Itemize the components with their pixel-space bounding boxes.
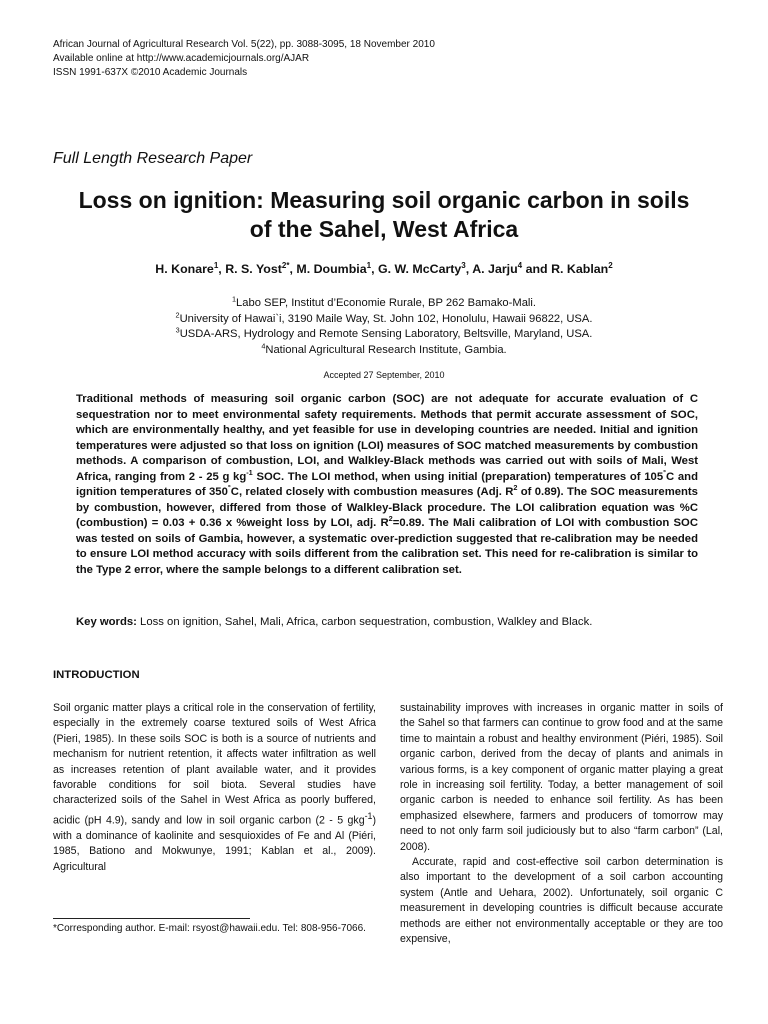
author-list: H. Konare$^1$, R. S. Yost$^{2*}$, M. Doumbia$^1$, G. W. McCarty$^3$, A. Jarju$^4$ and R. Kablan$^2$ (155, 260, 613, 276)
section-heading: INTRODUCTION (53, 669, 140, 681)
affiliation-text: National Agricultural Research Institute, Gambia. (265, 343, 507, 356)
affiliation-sup: 4 (261, 340, 266, 350)
title-line-1: Loss on ignition: Measuring soil organic carbon in soils (78, 187, 690, 213)
title-line-2: of the Sahel, West Africa (249, 216, 519, 242)
abstract-text: SOC. The LOI method, when using initial (preparation) temperatures of 105 (252, 470, 664, 483)
affiliation-text: University of Hawai`i, 3190 Maile Way, St. John 102, Honolulu, Hawaii 96822, USA. (179, 312, 593, 325)
author-name: M. Doumbia (296, 262, 367, 276)
affiliation (30, 296, 738, 312)
abstract-sup: 2 (513, 483, 518, 493)
paragraph-sup: -1 (364, 810, 373, 821)
paragraph-text: ) with a dominance of kaolinite and sesquioxides of Fe and Al (Piéri, 1985, Bationo and Mokwunye, 1991; Kablan et al., 2009). Agricultural (53, 814, 376, 873)
paper-title (30, 186, 738, 244)
author-name: H. Konare (155, 262, 214, 276)
author-sup: 1 (213, 260, 219, 270)
author-name: G. W. McCarty (377, 262, 462, 276)
abstract-text: of 0.89). The SOC measurements by combustion, however, differed from those of Walkley-Black procedure. The LOI calibration equation was %C (combustion) = 0.03 + 0.36 x %weight loss by LOI, adj. R (76, 486, 698, 529)
abstract-sup: ° (663, 467, 667, 477)
footnote: *Corresponding author. E-mail: rsyost@hawaii.edu. Tel: 808-956-7066. (53, 923, 366, 934)
body-column-right (400, 701, 723, 948)
journal-issn: ISSN 1991-637X ©2010 Academic Journals (53, 67, 248, 78)
body-column-left (53, 701, 376, 875)
abstract-text: C and ignition temperatures of 350 (76, 470, 698, 498)
journal-header (53, 38, 435, 80)
affiliation-sup: 1 (232, 294, 237, 304)
affiliations (30, 296, 738, 358)
affiliation (30, 340, 738, 359)
abstract-sup: ° (227, 483, 231, 493)
paragraph-text: Soil organic matter plays a critical role in the conservation of fertility, especially in the extremely coarse textured soils of West Africa (Pieri, 1985). In these soils SOC is both is a source of nutrients and mechanism for nutrient retention, it affects water infiltration as well as increases retention of plant available water, and it provides favorable conditions for soil biota. Several studies have characterized soils of the Sahel in West Africa as poorly buffered, acidic (pH 4.9), sandy and low in soil organic carbon (2 - 5 gkg (53, 702, 376, 827)
abstract-sup: 2 (388, 514, 393, 524)
keywords-text: Loss on ignition, Sahel, Mali, Africa, carbon sequestration, combustion, Walkley and Black. (136, 616, 593, 628)
author-name: A. Jarju (472, 262, 518, 276)
abstract-text: Traditional methods of measuring soil organic carbon (SOC) are not adequate for accurate evaluation of C sequestration nor to meet environmental safety requirements. Methods that permit accurate assessment of SOC, which are environmentally healthy, and yet feasible for use in developing countries are needed. Initial and ignition temperatures were adjusted so that loss on ignition (LOI) measures of SOC matched measurements by combustion methods. A comparison of combustion, LOI, and Walkley-Black methods was carried out with soils of Mali, West Africa, ranging from 2 - 25 g kg (76, 393, 698, 483)
author-sup: 3 (461, 260, 466, 270)
footnote-divider (53, 918, 250, 919)
author-sup: 1 (366, 260, 372, 270)
abstract-sup: -1 (246, 467, 253, 477)
author-sup: 2 (608, 260, 613, 270)
keywords-label: Key words: (76, 616, 137, 628)
paragraph: sustainability improves with increases in organic matter in soils of the Sahel so that farmers can continue to grow food and at the same time to maintain a robust and healthy environment (Piéri, 1985). Soil organic carbon, derived from the decay of plants and animals in various forms, is a key component of organic matter playing a great role in increasing soil fertility. Today, a better management of soil organic carbon is needed to enhance soil fertility. As has been emphasized elsewhere, farmers and producers of tomorrow may need to not only farm soil judiciously but to also “farm carbon” (Lal, 2008). (400, 702, 723, 853)
abstract-text: =0.89. The Mali calibration of LOI with combustion SOC was tested on soils of Gambia, however, a systematic over-prediction suggested that re-calibration may be needed to ensure LOI method accuracy with soils different from the calibration set. This need for re-calibration is similar to the Type 2 error, where the sample belongs to a different calibration set. (76, 517, 699, 576)
author-sup: 4 (517, 260, 523, 270)
paragraph: Accurate, rapid and cost-effective soil carbon determination is also important to the development of a soil carbon accounting system (Antle and Uehara, 2002). Unfortunately, soil organic C measurement in developing countries is difficult because accurate methods are either not environmentally acceptable or they are too expensive, (400, 856, 723, 946)
affiliation-sup: 3 (175, 325, 180, 335)
author-name: R. S. Yost (225, 262, 282, 276)
keywords (76, 616, 716, 628)
author-name: R. Kablan (551, 262, 609, 276)
affiliation-text: USDA-ARS, Hydrology and Remote Sensing Laboratory, Beltsville, Maryland, USA. (179, 328, 593, 340)
accepted-date: Accepted 27 September, 2010 (323, 370, 445, 380)
paper-type: Full Length Research Paper (53, 150, 253, 167)
abstract-text: C, related closely with combustion measures (Adj. R (230, 486, 514, 498)
affiliation-text: Labo SEP, Institut d’Economie Rurale, BP 262 Bamako-Mali. (236, 297, 536, 309)
affiliation-sup: 2 (175, 309, 180, 319)
author-sup: 2* (281, 260, 290, 270)
affiliation (30, 309, 738, 328)
journal-url: Available online at http://www.academicjournals.org/AJAR (53, 53, 310, 64)
paragraph (53, 701, 376, 875)
journal-citation: African Journal of Agricultural Research Vol. 5(22), pp. 3088-3095, 18 November 2010 (53, 39, 435, 50)
affiliation (30, 327, 738, 343)
abstract (76, 392, 698, 578)
